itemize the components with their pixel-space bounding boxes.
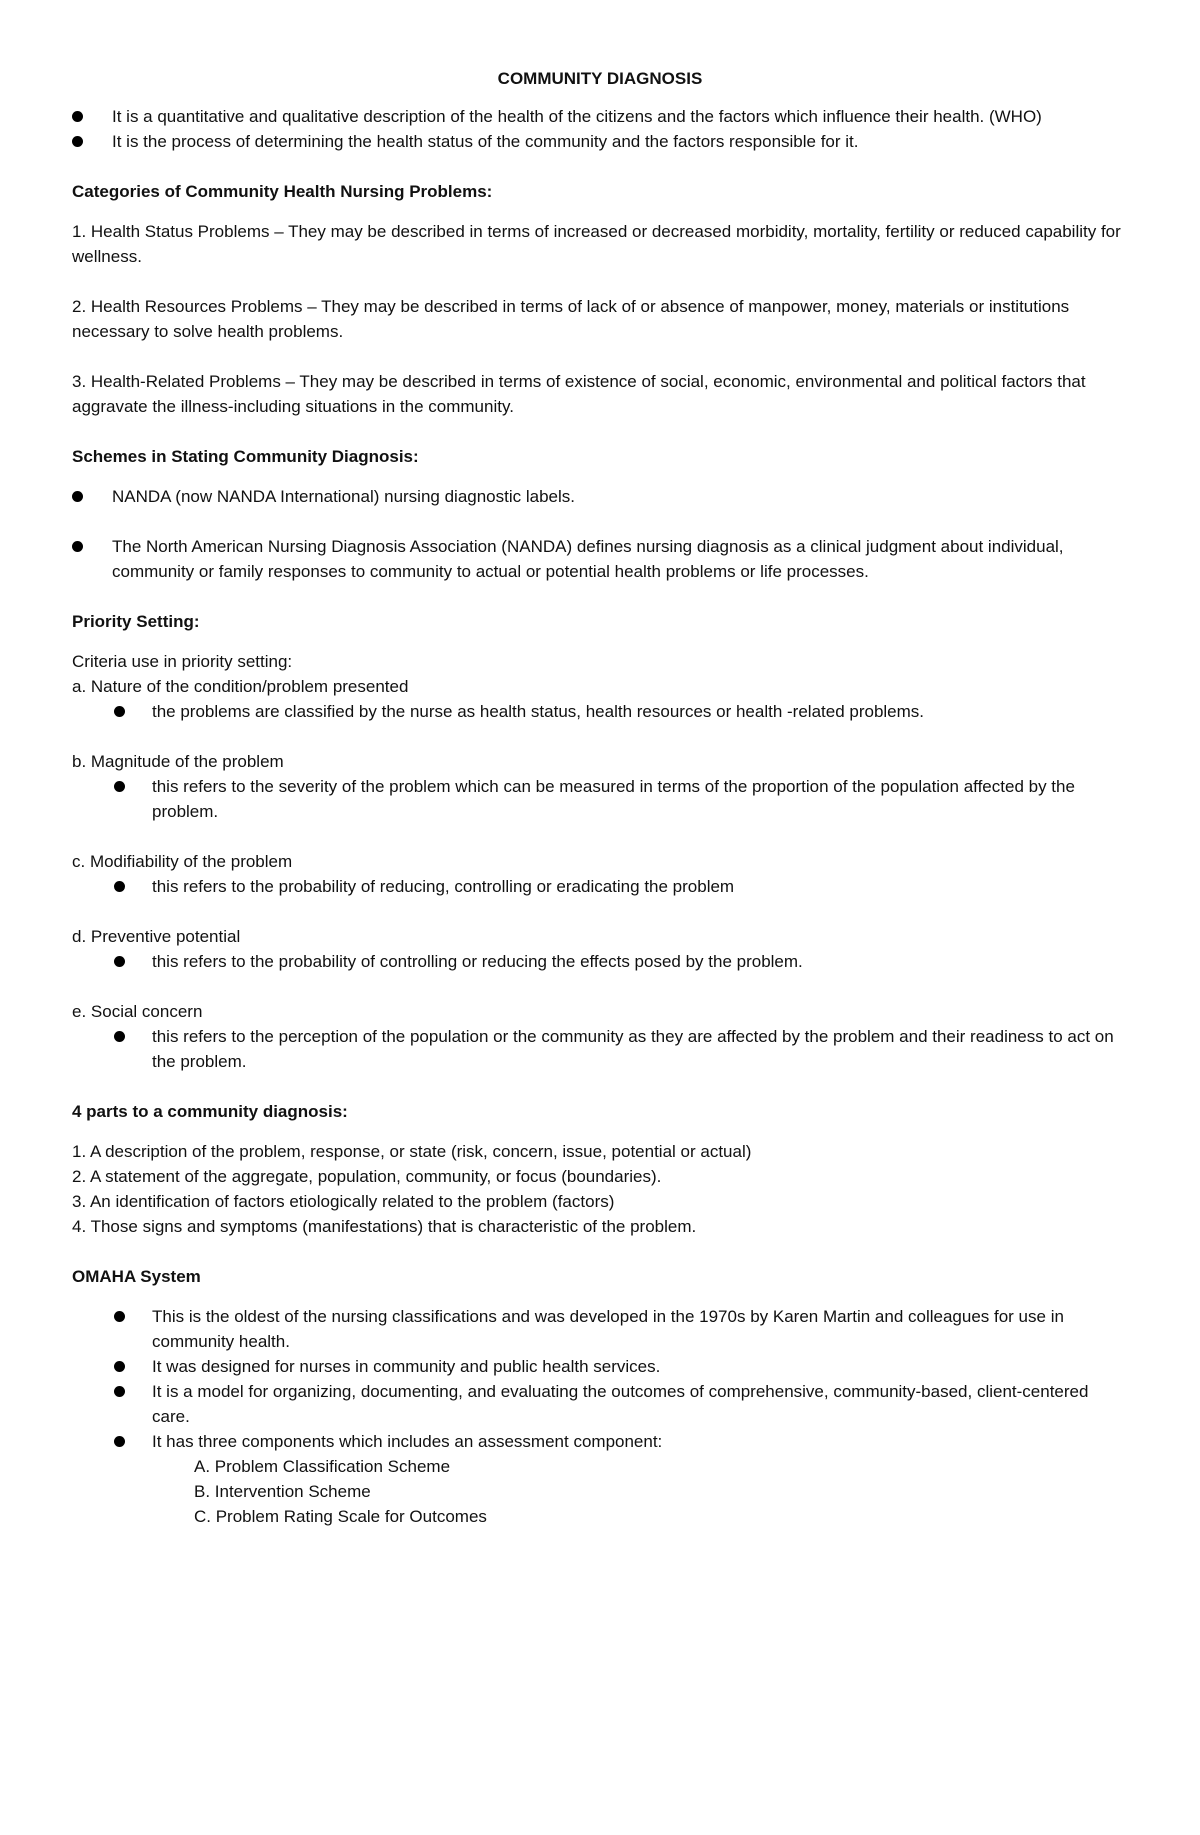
parts-list [72,1139,1128,1239]
schemes-bullet: The North American Nursing Diagnosis Association (NANDA) defines nursing diagnosis as a clinical judgment about individual, community or family responses to community to actual or potential health problems or life processes. [72,534,1128,584]
omaha-component: C. Problem Rating Scale for Outcomes [194,1507,487,1526]
intro-bullet-list [72,104,1128,154]
category-item: 2. Health Resources Problems – They may be described in terms of lack of or absence of manpower, money, materials or institutions necessary to solve health problems. [72,297,1070,341]
schemes-bullet: NANDA (now NANDA International) nursing diagnostic labels. [72,484,1128,509]
document-title: COMMUNITY DIAGNOSIS [497,69,703,88]
omaha-component: A. Problem Classification Scheme [194,1457,451,1476]
categories-heading: Categories of Community Health Nursing Problems: [72,182,493,201]
criterion-label: a. Nature of the condition/problem presented [72,677,409,696]
criterion-label: e. Social concern [72,1002,203,1021]
criterion [72,849,1128,899]
criterion-bullet: this refers to the perception of the population or the community as they are affected by the problem and their readiness to act on the problem. [72,1024,1128,1074]
criterion [72,999,1128,1074]
omaha-heading: OMAHA System [72,1267,201,1286]
intro-bullet: It is the process of determining the health status of the community and the factors responsible for it. [72,129,1128,154]
intro-bullet: It is a quantitative and qualitative description of the health of the citizens and the factors which influence their health. (WHO) [72,104,1128,129]
criterion [72,674,1128,724]
omaha-bullet: It is a model for organizing, documenting, and evaluating the outcomes of comprehensive, community-based, client-centered care. [72,1379,1128,1429]
criterion-bullet: this refers to the severity of the problem which can be measured in terms of the proportion of the population affected by the problem. [72,774,1128,824]
omaha-bullet: This is the oldest of the nursing classifications and was developed in the 1970s by Karen Martin and colleagues for use in community health. [72,1304,1128,1354]
criterion-label: c. Modifiability of the problem [72,852,293,871]
criterion-bullet: this refers to the probability of controlling or reducing the effects posed by the problem. [72,949,1128,974]
criterion-label: d. Preventive potential [72,927,241,946]
criterion-label: b. Magnitude of the problem [72,752,284,771]
schemes-bullet-list [72,484,1128,584]
criterion [72,749,1128,824]
criterion-bullet: the problems are classified by the nurse as health status, health resources or health -related problems. [72,699,1128,724]
category-item: 3. Health-Related Problems – They may be described in terms of existence of social, economic, environmental and political factors that aggravate the illness-including situations in the community. [72,372,1086,416]
category-item: 1. Health Status Problems – They may be described in terms of increased or decreased morbidity, mortality, fertility or reduced capability for wellness. [72,222,1121,266]
omaha-components [72,1454,1128,1529]
parts-item: 4. Those signs and symptoms (manifestations) that is characteristic of the problem. [72,1217,697,1236]
criterion [72,924,1128,974]
criterion-bullet: this refers to the probability of reducing, controlling or eradicating the problem [72,874,1128,899]
omaha-component: B. Intervention Scheme [194,1482,371,1501]
parts-item: 2. A statement of the aggregate, population, community, or focus (boundaries). [72,1167,662,1186]
omaha-bullet-list [72,1304,1128,1454]
omaha-bullet: It was designed for nurses in community and public health services. [72,1354,1128,1379]
priority-heading: Priority Setting: [72,612,200,631]
parts-item: 3. An identification of factors etiologically related to the problem (factors) [72,1192,615,1211]
parts-item: 1. A description of the problem, response, or state (risk, concern, issue, potential or actual) [72,1142,752,1161]
omaha-bullet: It has three components which includes an assessment component: [72,1429,1128,1454]
priority-intro: Criteria use in priority setting: [72,652,293,671]
schemes-heading: Schemes in Stating Community Diagnosis: [72,447,419,466]
parts-heading: 4 parts to a community diagnosis: [72,1102,348,1121]
